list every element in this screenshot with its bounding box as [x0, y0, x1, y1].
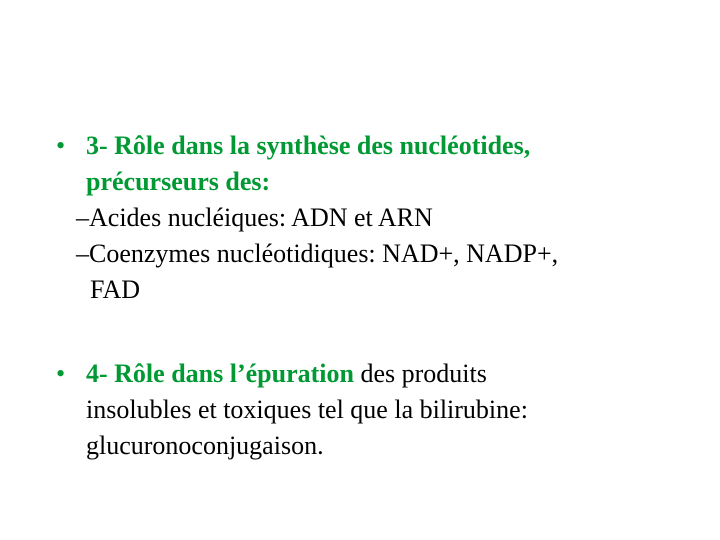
bullet1-sub-item-coenzymes-continued: FAD — [90, 275, 141, 304]
bullet2-line1 — [86, 356, 487, 392]
bullet2-line1-rest: des produits — [353, 359, 487, 388]
bullet2-line3: glucuronoconjugaison. — [86, 431, 324, 460]
bullet-marker: • — [56, 131, 66, 160]
bullet1-line2: précurseurs des: — [86, 167, 271, 196]
bullet1-sub-item-coenzymes: –Coenzymes nucléotidiques: NAD+, NADP+, — [76, 239, 559, 268]
bullet-marker: • — [56, 359, 66, 388]
bullet2-heading: 4- Rôle dans l’épuration — [86, 359, 354, 388]
bullet1-sub-item-nucleic-acids: –Acides nucléiques: ADN et ARN — [76, 203, 433, 232]
bullet2-line2: insolubles et toxiques tel que la bilirubine: — [86, 395, 528, 424]
bullet1-line1: 3- Rôle dans la synthèse des nucléotides, — [86, 131, 531, 160]
